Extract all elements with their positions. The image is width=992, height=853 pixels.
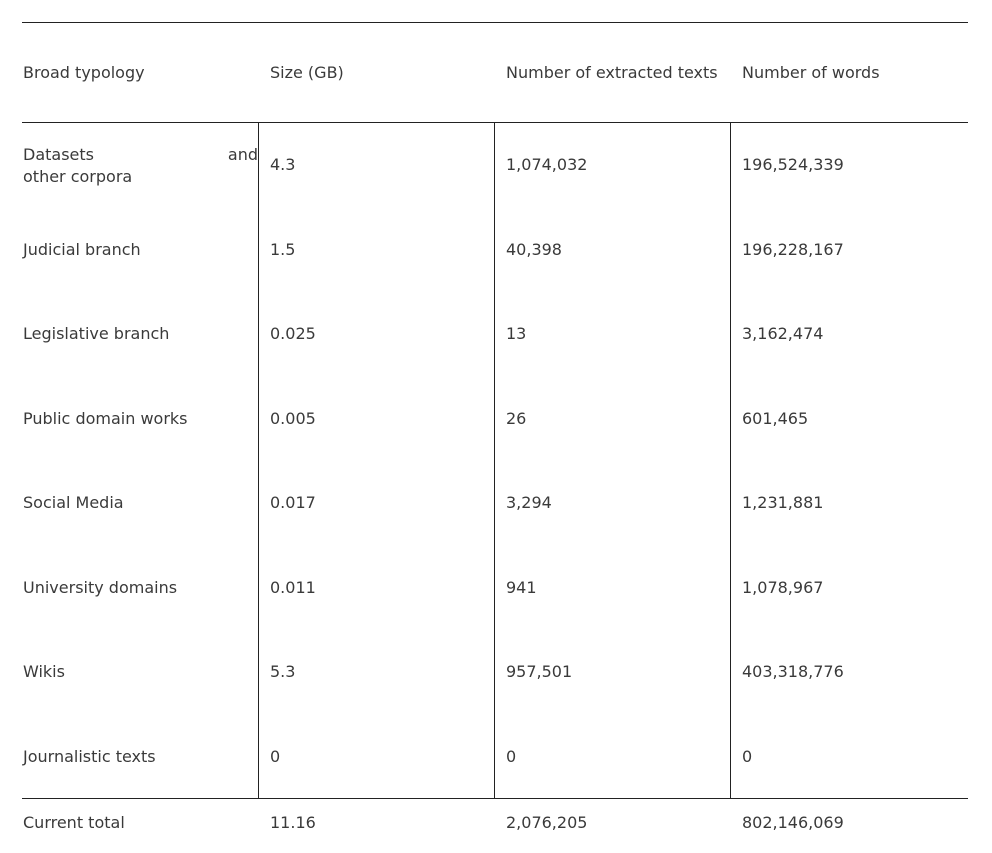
header-rule bbox=[22, 122, 968, 123]
texts-cell: 40,398 bbox=[506, 240, 562, 259]
words-cell: 3,162,474 bbox=[742, 324, 824, 343]
texts-cell: 26 bbox=[506, 409, 527, 428]
typology-cell: Judicial branch bbox=[23, 240, 141, 259]
texts-cell: 3,294 bbox=[506, 493, 552, 512]
typology-cell: Public domain works bbox=[23, 409, 188, 428]
size-cell: 0.017 bbox=[270, 493, 316, 512]
words-cell: 196,524,339 bbox=[742, 155, 844, 174]
words-cell: 403,318,776 bbox=[742, 662, 844, 681]
typology-text: and bbox=[227, 145, 258, 164]
column-divider bbox=[258, 122, 259, 798]
size-cell: 4.3 bbox=[270, 155, 296, 174]
size-cell: 1.5 bbox=[270, 240, 296, 259]
header-number-of-words: Number of words bbox=[742, 63, 880, 82]
size-cell: 0.005 bbox=[270, 409, 316, 428]
column-divider bbox=[730, 122, 731, 798]
column-divider bbox=[494, 122, 495, 798]
total-words: 802,146,069 bbox=[742, 813, 844, 832]
typology-cell: Journalistic texts bbox=[23, 747, 156, 766]
size-cell: 0.025 bbox=[270, 324, 316, 343]
words-cell: 601,465 bbox=[742, 409, 809, 428]
texts-cell: 13 bbox=[506, 324, 527, 343]
typology-text: Datasets bbox=[23, 145, 94, 164]
header-extracted-texts: Number of extracted texts bbox=[506, 63, 718, 82]
words-cell: 1,078,967 bbox=[742, 578, 824, 597]
texts-cell: 1,074,032 bbox=[506, 155, 588, 174]
size-cell: 0.011 bbox=[270, 578, 316, 597]
typology-text: other corpora bbox=[23, 167, 133, 186]
words-cell: 1,231,881 bbox=[742, 493, 824, 512]
total-label: Current total bbox=[23, 813, 125, 832]
typology-cell: Wikis bbox=[23, 662, 65, 681]
texts-cell: 941 bbox=[506, 578, 537, 597]
typology-cell: Legislative branch bbox=[23, 324, 170, 343]
total-size: 11.16 bbox=[270, 813, 316, 832]
header-size: Size (GB) bbox=[270, 63, 344, 82]
words-cell: 0 bbox=[742, 747, 753, 766]
size-cell: 5.3 bbox=[270, 662, 296, 681]
total-texts: 2,076,205 bbox=[506, 813, 588, 832]
table-row-typology bbox=[23, 144, 258, 188]
size-cell: 0 bbox=[270, 747, 281, 766]
words-cell: 196,228,167 bbox=[742, 240, 844, 259]
total-rule bbox=[22, 798, 968, 799]
header-broad-typology: Broad typology bbox=[23, 63, 145, 82]
typology-cell: Social Media bbox=[23, 493, 124, 512]
top-rule bbox=[22, 22, 968, 23]
texts-cell: 0 bbox=[506, 747, 517, 766]
corpus-table bbox=[22, 22, 968, 842]
texts-cell: 957,501 bbox=[506, 662, 573, 681]
typology-cell: University domains bbox=[23, 578, 178, 597]
